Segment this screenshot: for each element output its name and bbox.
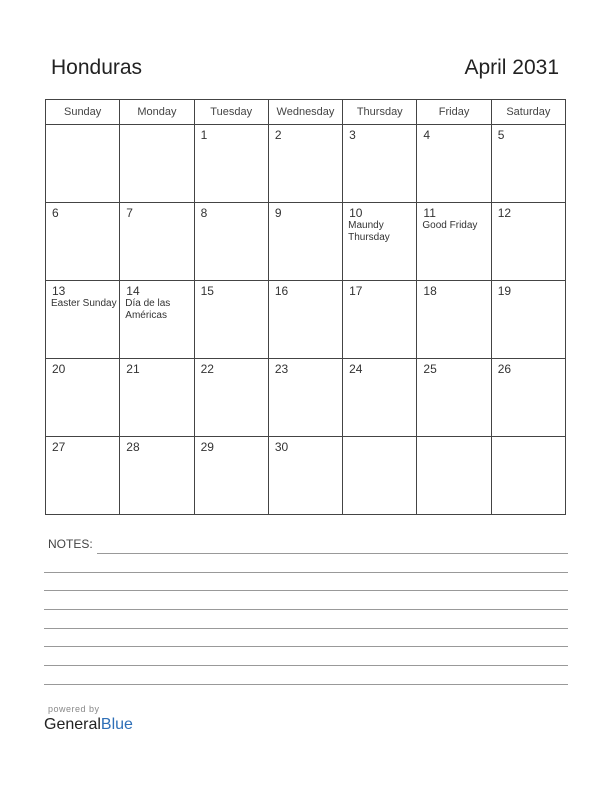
day-cell: [46, 125, 120, 203]
day-cell: [343, 437, 417, 515]
day-number: 22: [200, 362, 214, 376]
day-number: 27: [52, 440, 66, 454]
day-cell: [194, 437, 268, 515]
day-cell: [491, 359, 565, 437]
day-cell: [343, 281, 417, 359]
day-number: [120, 125, 193, 128]
day-number: 6: [52, 206, 59, 220]
day-cell: [491, 203, 565, 281]
weekday-tuesday: Tuesday: [194, 100, 268, 125]
day-cell: [120, 437, 194, 515]
day-cell: [120, 203, 194, 281]
holiday-label: Día de las Américas: [125, 298, 171, 321]
day-number: 11: [423, 206, 436, 220]
day-cell: [417, 203, 491, 281]
day-cell: [194, 359, 268, 437]
day-number: 7: [126, 206, 133, 220]
day-number: 28: [126, 440, 140, 454]
day-cell: [46, 437, 120, 515]
day-cell: [417, 359, 491, 437]
calendar-grid: [45, 99, 566, 515]
day-number: 16: [274, 284, 289, 298]
week-row: [46, 203, 566, 281]
weekday-saturday: Saturday: [491, 100, 565, 125]
brand-name-part2: Blue: [100, 716, 133, 733]
day-cell: [343, 359, 417, 437]
day-number: 21: [126, 362, 140, 376]
day-number: 8: [200, 206, 208, 220]
weekday-sunday: Sunday: [46, 100, 120, 125]
notes-line: [44, 665, 568, 666]
day-cell: [46, 281, 120, 359]
month-title: April 2031: [464, 56, 559, 79]
day-number: 23: [274, 362, 289, 376]
day-cell: [268, 125, 342, 203]
day-cell: [120, 359, 194, 437]
day-number: [343, 437, 416, 440]
weekday-wednesday: Wednesday: [268, 100, 342, 125]
week-row: [46, 437, 566, 515]
day-number: 29: [200, 440, 214, 454]
day-number: [417, 437, 490, 440]
country-title: Honduras: [51, 56, 143, 79]
day-number: 9: [274, 206, 282, 220]
day-number: 18: [423, 284, 437, 298]
notes-line: [44, 590, 568, 591]
day-number: 12: [497, 206, 512, 220]
day-cell: [491, 437, 565, 515]
day-cell: [417, 281, 491, 359]
day-cell: [46, 203, 120, 281]
week-row: [46, 281, 566, 359]
notes-line: [44, 684, 568, 685]
day-number: 14: [126, 284, 140, 298]
day-cell: [417, 437, 491, 515]
day-number: 2: [274, 128, 282, 142]
day-cell: [120, 125, 194, 203]
day-number: 26: [497, 362, 512, 376]
day-cell: [194, 281, 268, 359]
day-cell: [268, 203, 342, 281]
day-cell: [46, 359, 120, 437]
day-cell: [268, 359, 342, 437]
day-number: 1: [200, 128, 208, 142]
day-cell: [491, 281, 565, 359]
weekday-friday: Friday: [417, 100, 491, 125]
day-cell: [120, 281, 194, 359]
week-row: [46, 125, 566, 203]
powered-by-text: powered by: [48, 704, 100, 714]
day-number: 10: [349, 206, 363, 220]
notes-line: [44, 609, 568, 610]
notes-line: [44, 646, 568, 647]
day-number: 13: [52, 284, 66, 298]
holiday-label: Maundy Thursday: [348, 220, 390, 243]
day-cell: [268, 281, 342, 359]
week-row: [46, 359, 566, 437]
notes-label: NOTES:: [48, 537, 93, 551]
day-number: 30: [274, 440, 289, 454]
day-number: 19: [497, 284, 512, 298]
holiday-label: Easter Sunday: [51, 298, 117, 309]
day-cell: [194, 125, 268, 203]
day-cell: [194, 203, 268, 281]
brand-logo: [44, 716, 133, 734]
weekday-header-row: [46, 100, 566, 125]
notes-line: [97, 553, 568, 554]
holiday-label: Good Friday: [422, 220, 478, 231]
day-number: 15: [200, 284, 214, 298]
day-number: [492, 437, 565, 440]
weekday-monday: Monday: [120, 100, 194, 125]
day-cell: [343, 203, 417, 281]
brand-name-part1: General: [44, 716, 101, 733]
notes-line: [44, 628, 568, 629]
day-number: [46, 125, 119, 128]
weekday-thursday: Thursday: [343, 100, 417, 125]
day-cell: [343, 125, 417, 203]
notes-line: [44, 572, 568, 573]
day-number: 24: [349, 362, 363, 376]
day-number: 25: [423, 362, 437, 376]
day-cell: [268, 437, 342, 515]
day-number: 5: [497, 128, 505, 142]
day-number: 3: [349, 128, 356, 142]
day-cell: [491, 125, 565, 203]
day-number: 20: [52, 362, 66, 376]
day-cell: [417, 125, 491, 203]
day-number: 4: [423, 128, 431, 142]
day-number: 17: [349, 284, 363, 298]
